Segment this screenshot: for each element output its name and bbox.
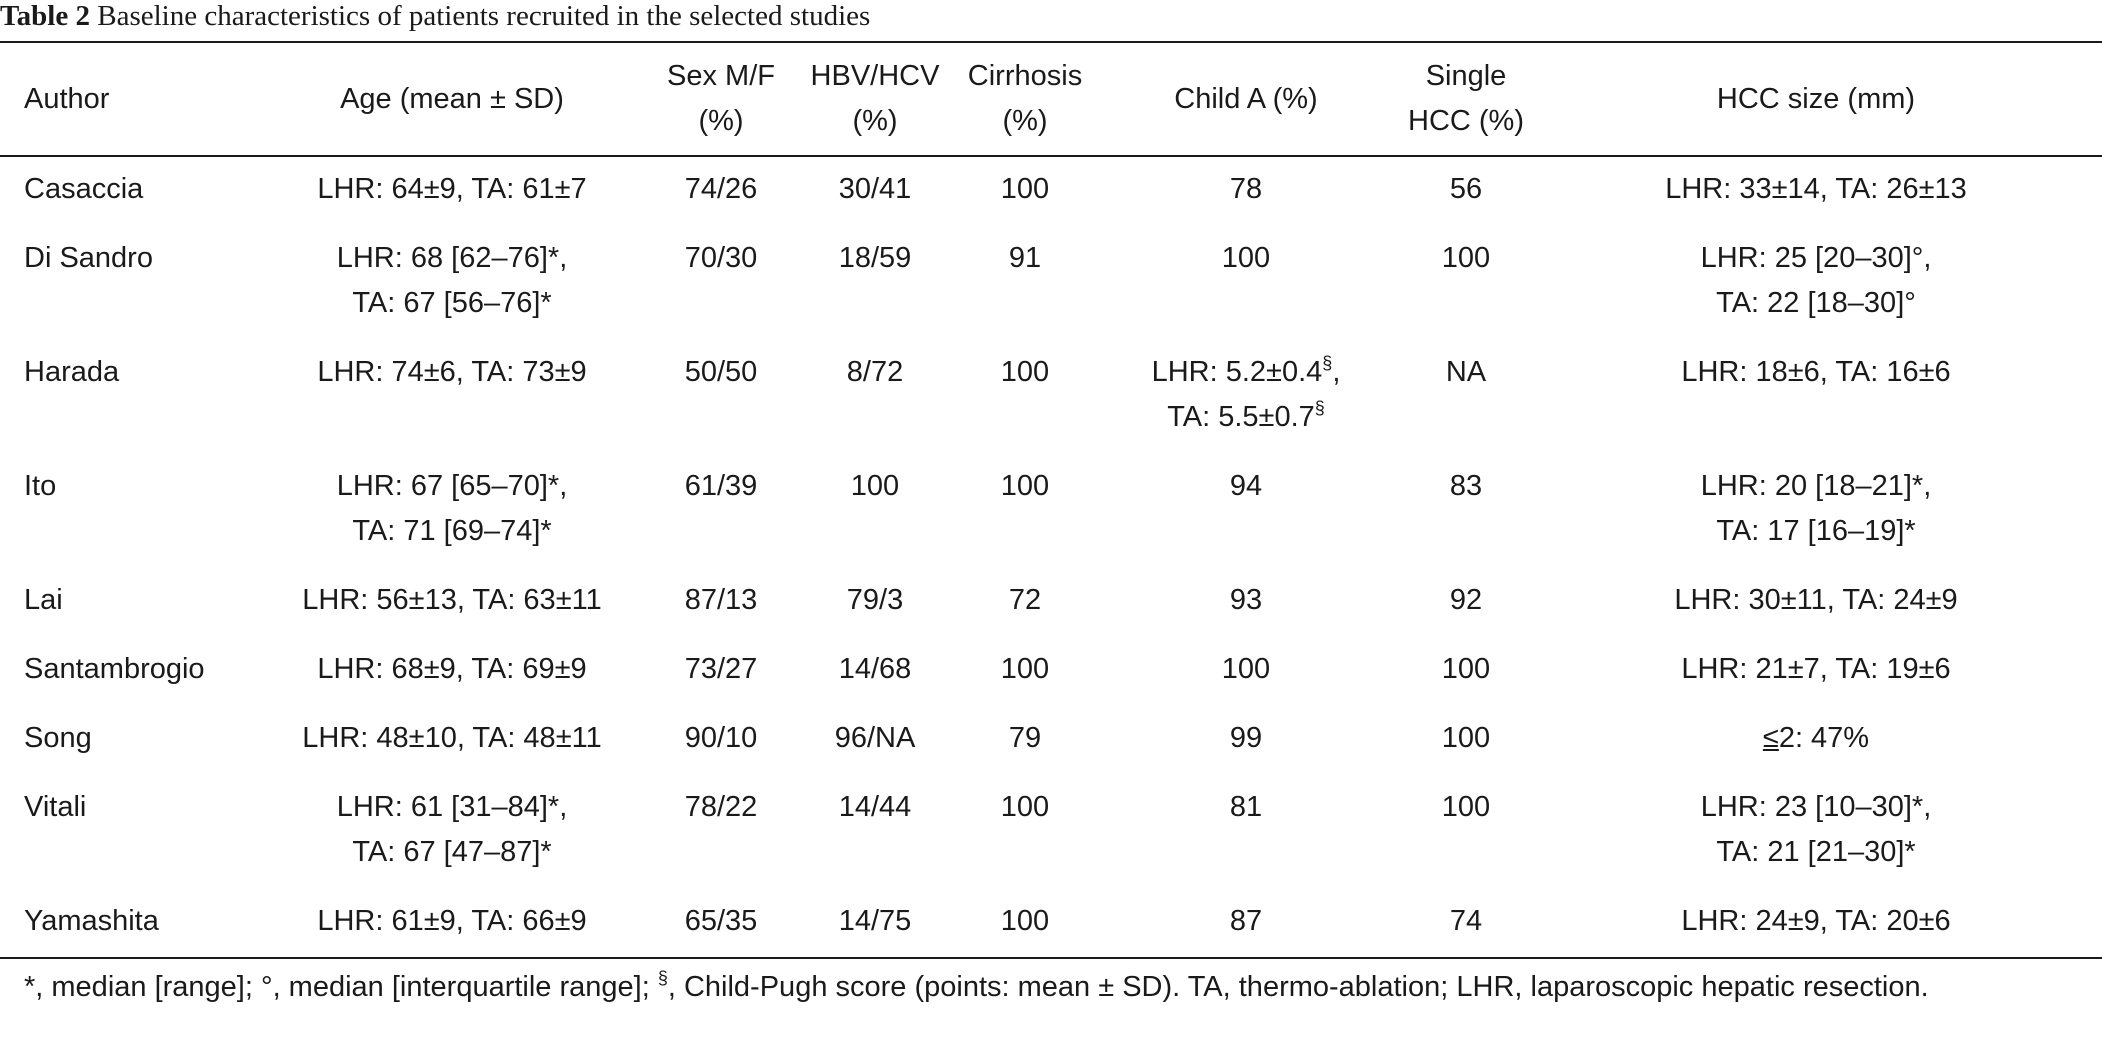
baseline-characteristics-table bbox=[0, 43, 2102, 956]
cell-hcc-size bbox=[1530, 452, 2102, 566]
cell-child-a: 78 bbox=[1229, 173, 1263, 205]
table-row bbox=[0, 635, 2102, 704]
cell-child-a: 99 bbox=[1229, 722, 1263, 754]
table-row bbox=[0, 452, 2102, 566]
header-sex bbox=[652, 43, 790, 155]
cell-author: Song bbox=[24, 722, 92, 754]
header-hbv-hcv bbox=[790, 43, 960, 155]
cell-sex: 50/50 bbox=[684, 356, 758, 388]
cell-sex: 61/39 bbox=[684, 470, 758, 502]
cell-age bbox=[252, 773, 652, 887]
cell-single-hcc: 100 bbox=[1441, 791, 1491, 823]
cell-child-a: 100 bbox=[1221, 653, 1271, 685]
cell-hcc-size bbox=[1530, 566, 2102, 635]
cell-size-line: TA: 17 [16–19]* bbox=[1716, 515, 1916, 547]
cell-author: Santambrogio bbox=[24, 653, 205, 685]
header-single-line2: HCC (%) bbox=[1408, 105, 1524, 137]
cell-cirrhosis: 100 bbox=[1000, 653, 1050, 685]
cell-hbv-hcv: 14/44 bbox=[838, 791, 912, 823]
child-pugh-marker: § bbox=[1314, 398, 1325, 418]
cell-single-hcc: 100 bbox=[1441, 242, 1491, 274]
table-row bbox=[0, 566, 2102, 635]
header-hbv-line2: (%) bbox=[852, 105, 898, 137]
cell-age-line: TA: 67 [47–87]* bbox=[352, 836, 552, 868]
cell-hcc-size bbox=[1530, 704, 2102, 773]
cell-child-comma: , bbox=[1332, 356, 1341, 388]
cell-hbv-hcv: 14/68 bbox=[838, 653, 912, 685]
cell-single-hcc: 92 bbox=[1449, 584, 1483, 616]
cell-single-hcc: 100 bbox=[1441, 653, 1491, 685]
header-hcc-size: HCC size (mm) bbox=[1716, 82, 1916, 115]
footnote-part1: *, median [range]; °, median [interquartile range]; bbox=[24, 971, 658, 1003]
cell-age bbox=[252, 452, 652, 566]
header-age: Age (mean ± SD) bbox=[340, 82, 564, 115]
cell-sex: 74/26 bbox=[684, 173, 758, 205]
cell-age bbox=[252, 635, 652, 704]
cell-age-line: LHR: 68 [62–76]*, bbox=[336, 242, 568, 274]
cell-single-hcc: 74 bbox=[1449, 905, 1483, 937]
cell-sex: 65/35 bbox=[684, 905, 758, 937]
cell-size-line: LHR: 21±7, TA: 19±6 bbox=[1681, 653, 1951, 685]
table-row bbox=[0, 338, 2102, 452]
table-caption-label: Table 2 bbox=[0, 0, 90, 32]
cell-age bbox=[252, 887, 652, 956]
header-hbv-line1: HBV/HCV bbox=[810, 60, 940, 92]
header-author: Author bbox=[24, 82, 110, 115]
cell-child-line bbox=[1090, 350, 1402, 395]
cell-size-line: LHR: 23 [10–30]*, bbox=[1700, 791, 1932, 823]
cell-child-a: 93 bbox=[1229, 584, 1263, 616]
cell-child-a: 81 bbox=[1229, 791, 1263, 823]
cell-single-hcc: NA bbox=[1445, 356, 1487, 388]
cell-cirrhosis: 100 bbox=[1000, 905, 1050, 937]
cell-size-line: TA: 21 [21–30]* bbox=[1716, 836, 1916, 868]
cell-age bbox=[252, 704, 652, 773]
table-row bbox=[0, 155, 2102, 224]
cell-child-line bbox=[1090, 395, 1402, 440]
table-row bbox=[0, 224, 2102, 338]
cell-sex: 87/13 bbox=[684, 584, 758, 616]
table-row bbox=[0, 773, 2102, 887]
header-cirrhosis-line2: (%) bbox=[1002, 105, 1048, 137]
cell-single-hcc: 83 bbox=[1449, 470, 1483, 502]
cell-child-value: LHR: 5.2±0.4 bbox=[1151, 356, 1323, 388]
cell-single-hcc: 100 bbox=[1441, 722, 1491, 754]
cell-hcc-size bbox=[1530, 155, 2102, 224]
cell-child-a: 94 bbox=[1229, 470, 1263, 502]
cell-age bbox=[252, 338, 652, 452]
header-child-a: Child A (%) bbox=[1174, 82, 1318, 115]
table-caption bbox=[0, 0, 870, 36]
cell-size-line: LHR: 25 [20–30]°, bbox=[1700, 242, 1932, 274]
cell-age-line: TA: 71 [69–74]* bbox=[352, 515, 552, 547]
cell-author: Yamashita bbox=[24, 905, 159, 937]
cell-hbv-hcv: 14/75 bbox=[838, 905, 912, 937]
cell-size-line: LHR: 18±6, TA: 16±6 bbox=[1681, 356, 1951, 388]
header-cirrhosis-line1: Cirrhosis bbox=[967, 60, 1083, 92]
cell-author: Vitali bbox=[24, 791, 87, 823]
cell-cirrhosis: 100 bbox=[1000, 470, 1050, 502]
cell-child-value: TA: 5.5±0.7 bbox=[1167, 401, 1315, 433]
header-single-hcc bbox=[1402, 43, 1530, 155]
cell-age-line: LHR: 67 [65–70]*, bbox=[336, 470, 568, 502]
cell-author: Harada bbox=[24, 356, 120, 388]
header-sex-line1: Sex M/F bbox=[667, 60, 775, 92]
header-single-line1: Single bbox=[1425, 60, 1507, 92]
table-footnote bbox=[24, 965, 2084, 1010]
cell-hbv-hcv: 100 bbox=[850, 470, 900, 502]
cell-hcc-size bbox=[1530, 635, 2102, 704]
cell-child-a: 100 bbox=[1221, 242, 1271, 274]
table-caption-text: Baseline characteristics of patients recruited in the selected studies bbox=[97, 0, 871, 32]
cell-cirrhosis: 100 bbox=[1000, 173, 1050, 205]
cell-hbv-hcv: 79/3 bbox=[846, 584, 904, 616]
table-row bbox=[0, 704, 2102, 773]
cell-size-line: LHR: 20 [18–21]*, bbox=[1700, 470, 1932, 502]
cell-author: Casaccia bbox=[24, 173, 144, 205]
cell-hcc-size bbox=[1530, 224, 2102, 338]
cell-age-line: LHR: 64±9, TA: 61±7 bbox=[317, 173, 587, 205]
table-bottom-rule bbox=[0, 957, 2102, 959]
cell-size-line: TA: 22 [18–30]° bbox=[1716, 287, 1916, 319]
cell-age-line: LHR: 56±13, TA: 63±11 bbox=[302, 584, 602, 616]
cell-hbv-hcv: 8/72 bbox=[846, 356, 904, 388]
footnote-sup: § bbox=[657, 968, 668, 988]
cell-hbv-hcv: 30/41 bbox=[838, 173, 912, 205]
cell-age-line: LHR: 68±9, TA: 69±9 bbox=[317, 653, 587, 685]
cell-age bbox=[252, 566, 652, 635]
cell-age-line: LHR: 61 [31–84]*, bbox=[336, 791, 568, 823]
cell-sex: 70/30 bbox=[684, 242, 758, 274]
cell-cirrhosis: 100 bbox=[1000, 356, 1050, 388]
cell-author: Di Sandro bbox=[24, 242, 153, 274]
cell-age-line: TA: 67 [56–76]* bbox=[352, 287, 552, 319]
cell-size-line bbox=[1530, 716, 2102, 761]
cell-age-line: LHR: 74±6, TA: 73±9 bbox=[317, 356, 587, 388]
cell-age-line: LHR: 48±10, TA: 48±11 bbox=[302, 722, 602, 754]
cell-author: Ito bbox=[24, 470, 57, 502]
table-header-row bbox=[0, 43, 2102, 155]
cell-hcc-size bbox=[1530, 887, 2102, 956]
child-pugh-marker: § bbox=[1322, 353, 1333, 373]
cell-age bbox=[252, 224, 652, 338]
cell-sex: 78/22 bbox=[684, 791, 758, 823]
table-row bbox=[0, 887, 2102, 956]
cell-child-a: 87 bbox=[1229, 905, 1263, 937]
cell-size-line: LHR: 24±9, TA: 20±6 bbox=[1681, 905, 1951, 937]
header-cirrhosis bbox=[960, 43, 1090, 155]
cell-hcc-size bbox=[1530, 338, 2102, 452]
cell-sex: 73/27 bbox=[684, 653, 758, 685]
cell-age-line: LHR: 61±9, TA: 66±9 bbox=[317, 905, 587, 937]
footnote-part2: , Child-Pugh score (points: mean ± SD). TA, thermo-ablation; LHR, laparoscopic hepatic resection. bbox=[667, 971, 1929, 1003]
cell-hbv-hcv: 96/NA bbox=[834, 722, 916, 754]
cell-cirrhosis: 100 bbox=[1000, 791, 1050, 823]
cell-child-a bbox=[1090, 338, 1402, 452]
cell-sex: 90/10 bbox=[684, 722, 758, 754]
cell-size-value: 2: 47% bbox=[1778, 722, 1870, 754]
le-symbol: ≤ bbox=[1762, 722, 1779, 754]
cell-cirrhosis: 91 bbox=[1008, 242, 1042, 274]
cell-single-hcc: 56 bbox=[1449, 173, 1483, 205]
cell-size-line: LHR: 30±11, TA: 24±9 bbox=[1674, 584, 1958, 616]
cell-age bbox=[252, 155, 652, 224]
cell-cirrhosis: 72 bbox=[1008, 584, 1042, 616]
cell-author: Lai bbox=[24, 584, 63, 616]
cell-cirrhosis: 79 bbox=[1008, 722, 1042, 754]
cell-hcc-size bbox=[1530, 773, 2102, 887]
header-sex-line2: (%) bbox=[698, 105, 744, 137]
cell-hbv-hcv: 18/59 bbox=[838, 242, 912, 274]
cell-size-line: LHR: 33±14, TA: 26±13 bbox=[1665, 173, 1967, 205]
